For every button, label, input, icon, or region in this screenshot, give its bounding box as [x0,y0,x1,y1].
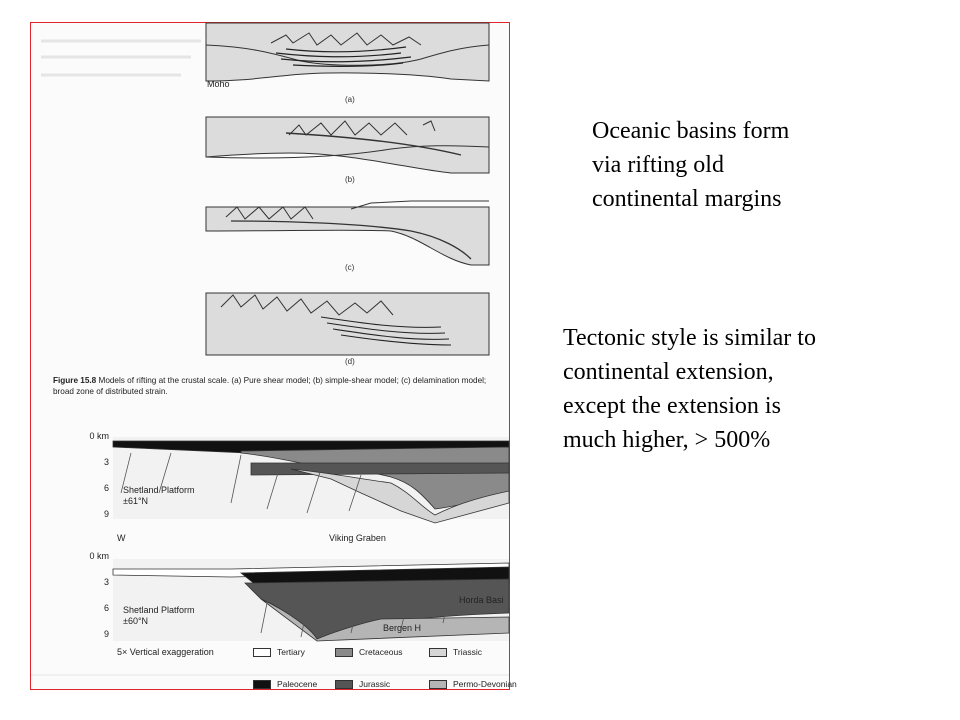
legend-label-cretaceous: Cretaceous [359,647,403,657]
cross-section-shetland-60 [113,559,509,641]
caption-text: Models of rifting at the crustal scale. (a) Pure shear model; (b) simple-shear model; (c) delamination model; [96,376,487,385]
section1-depth-3: 3 [103,457,109,467]
section2-latitude-label: ±60°N [123,616,149,626]
section1-latitude-label: ±61°N [123,496,149,506]
panel-label-b: (b) [345,175,355,184]
legend-label-triassic: Triassic [453,647,482,657]
section1-depth-0: 0 km [89,431,109,441]
section2-depth-0: 0 km [89,551,109,561]
figure-caption [53,375,513,397]
cross-section-shetland-61 [113,437,509,523]
section2-bergen-label: Bergen H [383,623,422,633]
section1-depth-6: 6 [103,483,109,493]
section2-depth-3: 3 [103,577,109,587]
legend-swatch-tertiary [253,648,271,657]
section2-graben-label: Viking Graben [329,533,386,543]
vertical-exaggeration-label: 5× Vertical exaggeration [117,647,214,657]
legend-jurassic [335,679,390,689]
model-a-diagram [206,23,489,81]
panel-label-c: (c) [345,263,355,272]
model-d-diagram [206,293,489,355]
legend-triassic [429,647,482,657]
text-block-tectonic-style [563,321,943,457]
section2-depth-9: 9 [103,629,109,639]
section1-depth-9: 9 [103,509,109,519]
section1-platform-label: Shetland Platform [123,485,195,495]
model-c-diagram [206,201,489,265]
legend-swatch-paleocene [253,680,271,689]
text-line-5: continental extension, [563,359,774,385]
legend-permo-devonian [429,679,517,689]
moho-label: Moho [207,79,230,89]
text-line-7: much higher, > 500% [563,427,771,453]
legend-label-tertiary: Tertiary [277,647,305,657]
legend-swatch-jurassic [335,680,353,689]
legend-cretaceous [335,647,402,657]
legend-label-paleocene: Paleocene [277,679,318,689]
legend-label-jurassic: Jurassic [359,679,391,689]
panel-label-a: (a) [345,95,355,104]
text-block-oceanic-basins [592,114,912,216]
legend-swatch-permo-devonian [429,680,447,689]
figure-panel [30,22,517,690]
caption-text-line2: broad zone of distributed strain. [53,387,168,396]
section2-west-label: W [117,533,126,543]
legend-swatch-triassic [429,648,447,657]
text-line-1: Oceanic basins form [592,118,790,144]
text-line-6: except the extension is [563,393,781,419]
panel-label-d: (d) [345,357,355,366]
section2-depth-6: 6 [103,603,109,613]
text-line-3: continental margins [592,186,782,212]
legend-tertiary [253,647,305,657]
section2-horda-label: Horda Basi [459,595,504,605]
section2-platform-label: Shetland Platform [123,605,195,615]
legend-label-permo-devonian: Permo-Devonian [453,679,517,689]
legend-paleocene [253,679,317,689]
model-b-diagram [206,117,489,173]
caption-figure-number: Figure 15.8 [53,376,97,385]
text-line-4: Tectonic style is similar to [563,325,816,351]
rifting-models-illustration [31,23,509,689]
legend-swatch-cretaceous [335,648,353,657]
text-line-2: via rifting old [592,152,724,178]
